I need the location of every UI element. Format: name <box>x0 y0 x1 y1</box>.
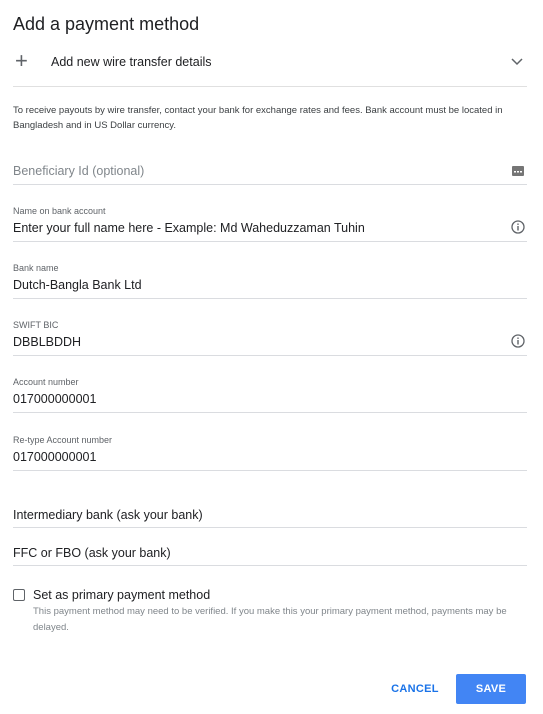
bank-name-value: Dutch-Bangla Bank Ltd <box>13 278 142 292</box>
retype-account-field[interactable] <box>13 433 527 471</box>
ffc-fbo-field[interactable] <box>13 542 527 566</box>
intermediary-bank-field[interactable] <box>13 504 527 528</box>
chevron-down-icon[interactable] <box>509 53 525 69</box>
account-number-label: Account number <box>13 377 79 387</box>
retype-account-label: Re-type Account number <box>13 435 113 445</box>
swift-bic-value: DBBLBDDH <box>13 335 82 349</box>
card-icon <box>511 164 525 178</box>
info-text: To receive payouts by wire transfer, contact your bank for exchange rates and fees. Bank account must be located in Bangladesh and in US Dollar currency. <box>13 105 503 131</box>
wire-transfer-expander[interactable] <box>13 50 527 87</box>
name-on-account-field[interactable] <box>13 204 527 242</box>
account-number-field[interactable] <box>13 375 527 413</box>
retype-account-value: 017000000001 <box>13 450 97 464</box>
name-on-account-label: Name on bank account <box>13 206 106 216</box>
bank-name-label: Bank name <box>13 263 59 273</box>
swift-bic-label: SWIFT BIC <box>13 320 59 330</box>
cancel-button[interactable]: CANCEL <box>391 683 439 695</box>
swift-bic-field[interactable] <box>13 318 527 356</box>
save-button[interactable]: SAVE <box>456 674 526 704</box>
info-icon[interactable] <box>511 334 525 348</box>
bank-name-field[interactable] <box>13 261 527 299</box>
expander-label: Add new wire transfer details <box>51 55 212 69</box>
primary-checkbox[interactable] <box>13 589 25 601</box>
plus-icon: + <box>15 48 28 73</box>
page-title: Add a payment method <box>13 14 200 34</box>
beneficiary-field[interactable] <box>13 158 527 185</box>
primary-help-text: This payment method may need to be verified. If you make this your primary payment method, payments may be delayed. <box>33 606 507 633</box>
primary-checkbox-label[interactable]: Set as primary payment method <box>33 588 211 602</box>
info-icon[interactable] <box>511 220 525 234</box>
intermediary-bank-placeholder: Intermediary bank (ask your bank) <box>13 508 203 522</box>
name-on-account-value: Enter your full name here - Example: Md Waheduzzaman Tuhin <box>13 221 365 235</box>
ffc-fbo-placeholder: FFC or FBO (ask your bank) <box>13 546 171 560</box>
account-number-value: 017000000001 <box>13 392 97 406</box>
beneficiary-placeholder: Beneficiary Id (optional) <box>13 164 145 178</box>
